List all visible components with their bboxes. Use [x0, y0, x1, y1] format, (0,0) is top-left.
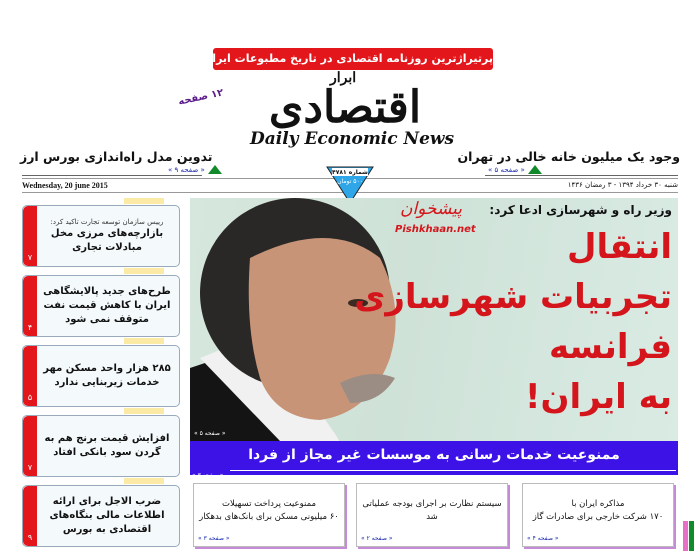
teaser-text [39, 416, 175, 476]
decoration [124, 338, 164, 344]
news-teaser[interactable] [22, 345, 180, 407]
color-bar [689, 521, 694, 551]
box-line2: ۱۷۰ شرکت خارجی برای صادرات گاز [532, 512, 664, 522]
page-ref: « صفحه ۲ » [361, 535, 393, 542]
page-number: ۵ [27, 393, 33, 402]
teaser-title: ضرب الاجل برای ارائه اطلاعات مالی بنگاه‌های اقتصادی به بورس [49, 496, 165, 535]
triangle-icon [528, 165, 542, 174]
divider [22, 175, 202, 176]
teaser-kicker: رییس سازمان توسعه تجارت تاکید کرد: [50, 218, 164, 226]
teaser-text [39, 346, 175, 406]
headline-line: تجربیات شهرسازی [354, 277, 672, 317]
page-ref: « صفحه ۵ » [488, 165, 525, 174]
photo-page-ref: « صفحه ۵ » [194, 430, 226, 437]
page-count: ۱۲ صفحه [177, 87, 225, 108]
divider [485, 175, 678, 176]
logo-persian: اقتصادی [268, 82, 422, 133]
box-text [526, 490, 670, 532]
watermark-url: Pishkhaan.net [395, 224, 476, 235]
box-line2: سیستم نظارت بر اجرای بودجه عملیاتی شد [362, 499, 502, 522]
page-number: ۷ [27, 253, 33, 262]
headline-line: به ایران! [525, 377, 672, 417]
date-english: Wednesday, 20 june 2015 [22, 181, 108, 190]
teaser-title: طرح‌های جدید پالایشگاهی ایران با کاهش قیمت نفت متوقف نمی شود [43, 286, 171, 325]
left-teaser-ref [168, 165, 222, 174]
triangle-icon [208, 165, 222, 174]
page-number: ۴ [27, 323, 33, 332]
news-teaser[interactable] [22, 415, 180, 477]
headline-line: انتقال [566, 227, 672, 267]
price: ۵۰۰ تومان [337, 178, 363, 185]
box-line2: ۶۰ میلیونی مسکن برای بانک‌های بدهکار [199, 512, 339, 522]
box-line1: مذاکره ایران با [571, 499, 625, 509]
news-teaser[interactable] [22, 205, 180, 267]
box-text [197, 490, 341, 532]
blue-banner-headline[interactable]: ممنوعیت خدمات رسانی به موسسات غیر مجاز از فردا [190, 441, 678, 475]
headline-line: فرانسه [548, 327, 672, 367]
teaser-title: بازارچه‌های مرزی مخل مبادلات تجاری [50, 228, 164, 253]
issue-badge [326, 166, 374, 202]
page-number: ۷ [27, 463, 33, 472]
page-ref: « صفحه ۳ » [198, 535, 230, 542]
date-persian: شنبه ۳۰ خرداد ۱۳۹۴ - ۳ رمضان ۱۴۳۶ [567, 181, 678, 189]
right-teaser-ref [488, 165, 542, 174]
box-line1: ممنوعیت پرداخت تسهیلات [221, 499, 317, 509]
news-teaser[interactable] [22, 275, 180, 337]
decoration [124, 198, 164, 204]
left-teaser[interactable]: تدوین مدل راه‌اندازی بورس ارز [20, 149, 213, 164]
news-teaser[interactable] [22, 485, 180, 547]
lead-headline[interactable] [354, 222, 672, 422]
teaser-title: افزایش قیمت برنج هم به گردن سود بانکی افتاد [44, 433, 170, 458]
bottom-news-box[interactable] [356, 483, 508, 547]
teaser-text [39, 276, 175, 336]
box-text [360, 490, 504, 532]
page-ref: « صفحه ۴ » [527, 535, 559, 542]
lead-kicker: وزیر راه و شهرسازی ادعا کرد: [489, 203, 672, 217]
blue-banner-ref: « صفحه ۳ » [192, 472, 224, 479]
page-number: ۹ [27, 533, 33, 542]
watermark-logo: پیشخوان [400, 199, 462, 219]
decoration [124, 478, 164, 484]
logo-abrar: ابرار [330, 70, 357, 86]
bottom-news-box[interactable] [522, 483, 674, 547]
bottom-news-box[interactable] [193, 483, 345, 547]
tagline-banner: پرتیراژترین روزنامه اقتصادی در تاریخ مطبوعات ایران [213, 48, 493, 70]
divider [230, 470, 676, 471]
page-ref: « صفحه ۹ » [168, 165, 205, 174]
issue-number: شماره ۴۷۸۱ [332, 169, 368, 176]
teaser-text [39, 486, 175, 546]
logo-english: Daily Economic News [250, 129, 455, 149]
teaser-title: ۲۸۵ هزار واحد مسکن مهر خدمات زیربنایی ندارد [43, 363, 171, 388]
color-bar [683, 521, 688, 551]
decoration [124, 408, 164, 414]
decoration [124, 268, 164, 274]
right-teaser[interactable]: وجود یک میلیون خانه خالی در تهران [457, 149, 680, 164]
teaser-text [39, 206, 175, 266]
